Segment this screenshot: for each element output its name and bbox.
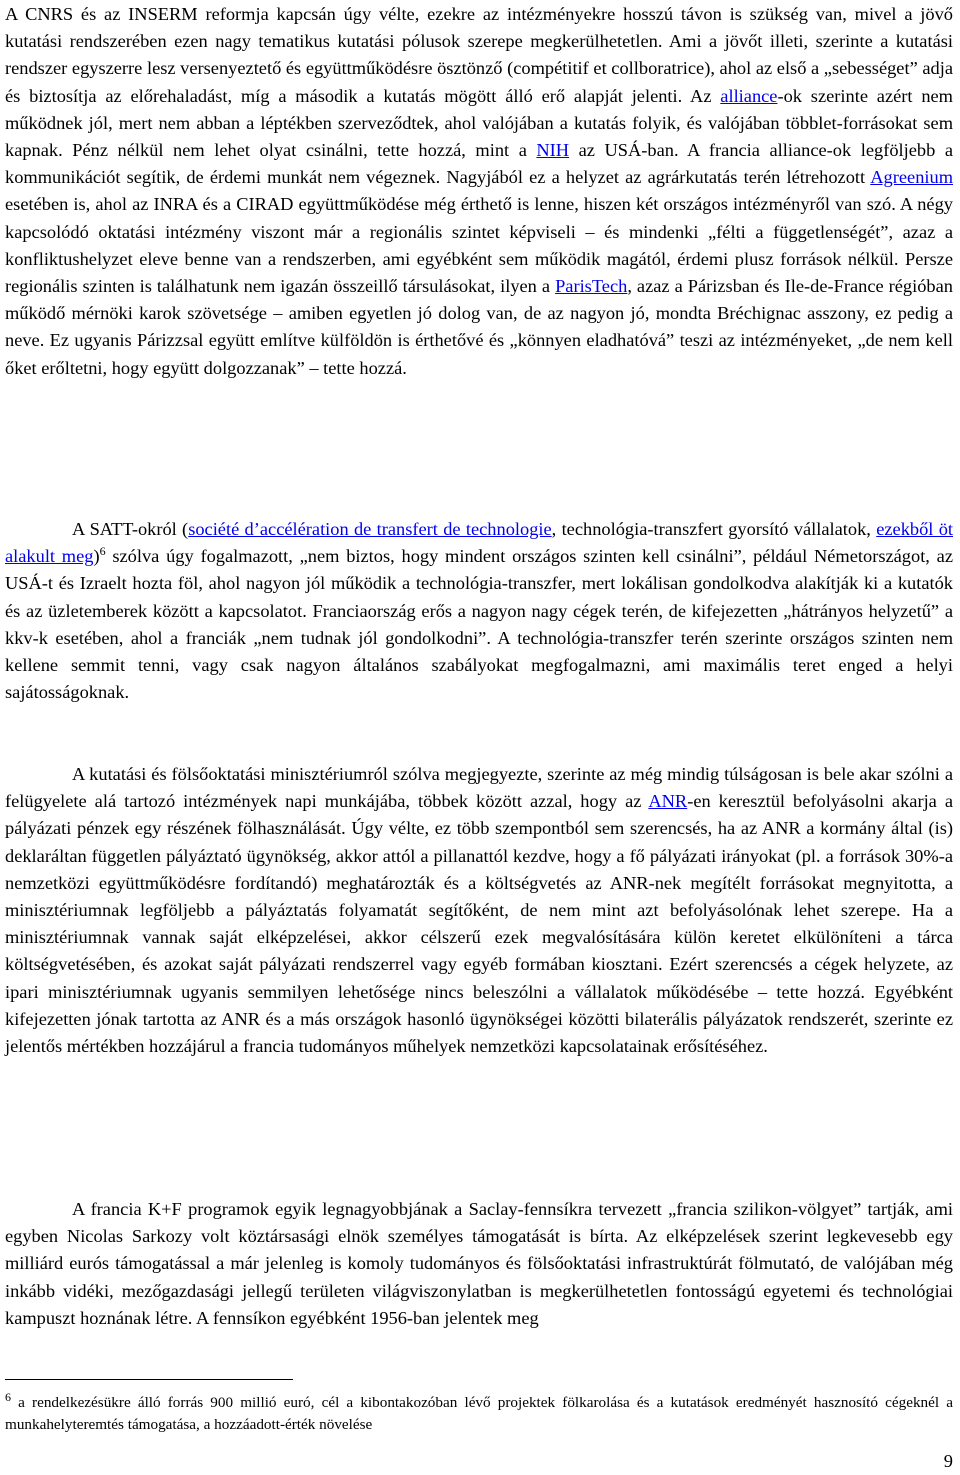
link-paristech[interactable]: ParisTech	[555, 276, 628, 297]
link-ezekbol-ot-alakult-meg[interactable]: ezekből öt alakult meg	[5, 519, 954, 567]
footnote-number: 6	[5, 1389, 11, 1404]
page-number: 9	[943, 1451, 953, 1471]
footnote-divider	[5, 1379, 293, 1380]
paragraph-satt: A SATT-okról (société d’accélération de transfert de technologie, technológia-transzfert gyorsító vállalatok, ezekből öt alakult meg)$^6$ szólva úgy fogalmazott, „nem biztos, hogy mindent országos szinten kell csinálni”, például Németországot, az USÁ-t és Izraelt hozta föl, ahol nagyon jól működik a technológia-transzfer, mert lokálisan gondolkodva alakítják ki a kutatók és az üzletemberek között a kapcsolatot. Franciaország erős a nagyon nagy cégek terén, de kifejezetten „hátrányos helyzetű” a kkv-k esetében, ahol a franciák „nem tudnak jól gondolkodni”. A technológia-transzfer terén szerinte országos szinten nem kellene semmit tenni, vagy csak nagyon általános szabályokat megfogalmazni, ami maximális teret enged a helyi sajátosságoknak.	[5, 519, 954, 703]
link-anr[interactable]: ANR	[648, 791, 688, 812]
link-societe-acceleration[interactable]: société d’accélération de transfert de technologie	[188, 519, 552, 539]
paragraph-saclay: A francia K+F programok egyik legnagyobbjának a Saclay-fennsíkra tervezett „francia szilikon-völgyet” tartják, ami egyben Nicolas Sarkozy volt köztársasági elnök személyes támogatását is bírta. Az elképzelések szerint legkevesebb egy milliárd eurós támogatással a már jelenleg is komoly tudományos és fölsőoktatási infrastruktúrát fölmutató, de valójában még inkább vidéki, mezőgazdasági jellegű területen világviszonylatban is megkerülhetetlen fontosságú egyetemi és technológiai kampuszt hoznának létre. A fennsíkon egyébként 1956-ban jelentek meg	[5, 1199, 953, 1328]
footnote-text: a rendelkezésükre álló forrás 900 millió euró, cél a kibontakozóban lévő projektek fölkarolása és a kutatások eredményét hasznosító cégeknél a munkahelyteremtés támogatása, a hozzáadott-érték növelése	[5, 1394, 953, 1433]
paragraph-cnrs-inserm: A CNRS és az INSERM reformja kapcsán úgy vélte, ezekre az intézményekre hosszú távon is szükség van, mivel a jövő kutatási rendszerében ezen nagy tematikus kutatási pólusok szerepe megkerülhetetlen. Ami a jövőt illeti, szerinte a kutatási rendszer egyszerre lesz versenyeztető és együttműködésre ösztönző (compétitif et collboratrice), ahol az első a „sebességet” adja és biztosítja az előrehaladást, míg a második a kutatás mögött álló erő alapját jelenti. Az alliance-ok szerinte azért nem működnek jól, mert nem abban a léptékben szerveződtek, ahol valójában a kutatás folyik, és valójában többlet-forrásokat sem kapnak. Pénz nélkül nem lehet olyat csinálni, tette hozzá, mint a NIH az USÁ-ban. A francia alliance-ok legföljebb a kommunikációt segítik, de érdemi munkát nem végeznek. Nagyjából ez a helyzet az agrárkutatás terén létrehozott Agreenium esetében is, ahol az INRA és a CIRAD együttműködése még érthető is lenne, hiszen két országos intézményről van szó. A négy kapcsolódó oktatási intézmény viszont már a regionális szintet képviseli – és mindenki „félti a függetlenségét”, azaz a konfliktushelyzet eleve benne van a rendszerben, ami egyébként sem működik magától, érdemi plusz források nélkül. Persze regionális szinten is találhatunk nem igazán összeillő társulásokat, ilyen a ParisTech, azaz a Párizsban és Ile-de-France régióban működő mérnöki karok szövetsége – amiben egyetlen jó dolog van, de az nagyon jó, mondta Bréchignac asszony, ez pedig a neve. Ez ugyanis Párizzsal együtt említve külföldön is érthetővé és „könnyen eladhatóvá” teszi az intézményeket, „de nem kell őket erőltetni, hogy együtt dolgozzanak” – tette hozzá.	[5, 4, 954, 378]
link-agreenium[interactable]: Agreenium	[870, 167, 953, 188]
link-alliance[interactable]: alliance	[720, 85, 778, 106]
footnote-reference[interactable]: 6	[99, 544, 106, 559]
footnote	[5, 1389, 953, 1436]
paragraph-ministry: A kutatási és fölsőoktatási minisztériumról szólva megjegyezte, szerinte az még mindig túlságosan is bele akar szólni a felügyelete alá tartozó intézmények napi munkájába, többek között azzal, hogy az ANR-en keresztül befolyásolni akarja a pályázati pénzek egy részének fölhasználását. Úgy vélte, ez több szempontból sem szerencsés, ha az ANR a kormány által (is) deklaráltan független pályáztató ügynökség, akkor attól a pillanattól kezdve, hogy a fő pályázati irányokat (pl. a források 30%-a nemzetközi együttműködésre fordítandó) meghatározták és a költségvetés az ANR-nek megítélt forrásokat megnyitotta, a minisztériumnak legföljebb a pályáztatás folyamatát segítőként, de nem mint azt befolyásolónak lehet szerepe. Ha a minisztériumnak vannak saját elképzelései, akkor célszerű ezek megvalósítására külön keretet elkülöníteni a tárca költségvetésében, és azokat saját pályázati rendszerrel vagy egyéb formában kiosztani. Ezért szerencsés a cégek helyzete, az ipari minisztériumnak ugyanis semmilyen lehetősége nincs beleszólni a vállalatok működésébe – tette hozzá. Egyébként kifejezetten jónak tartotta az ANR és a más országok hasonló ügynökségei közötti bilaterális pályázatok rendszerét, szerinte ez jelentős mértékben hozzájárul a francia tudományos műhelyek nemzetközi kapcsolatainak erősítéséhez.	[5, 764, 953, 1057]
link-nih[interactable]: NIH	[536, 140, 570, 161]
